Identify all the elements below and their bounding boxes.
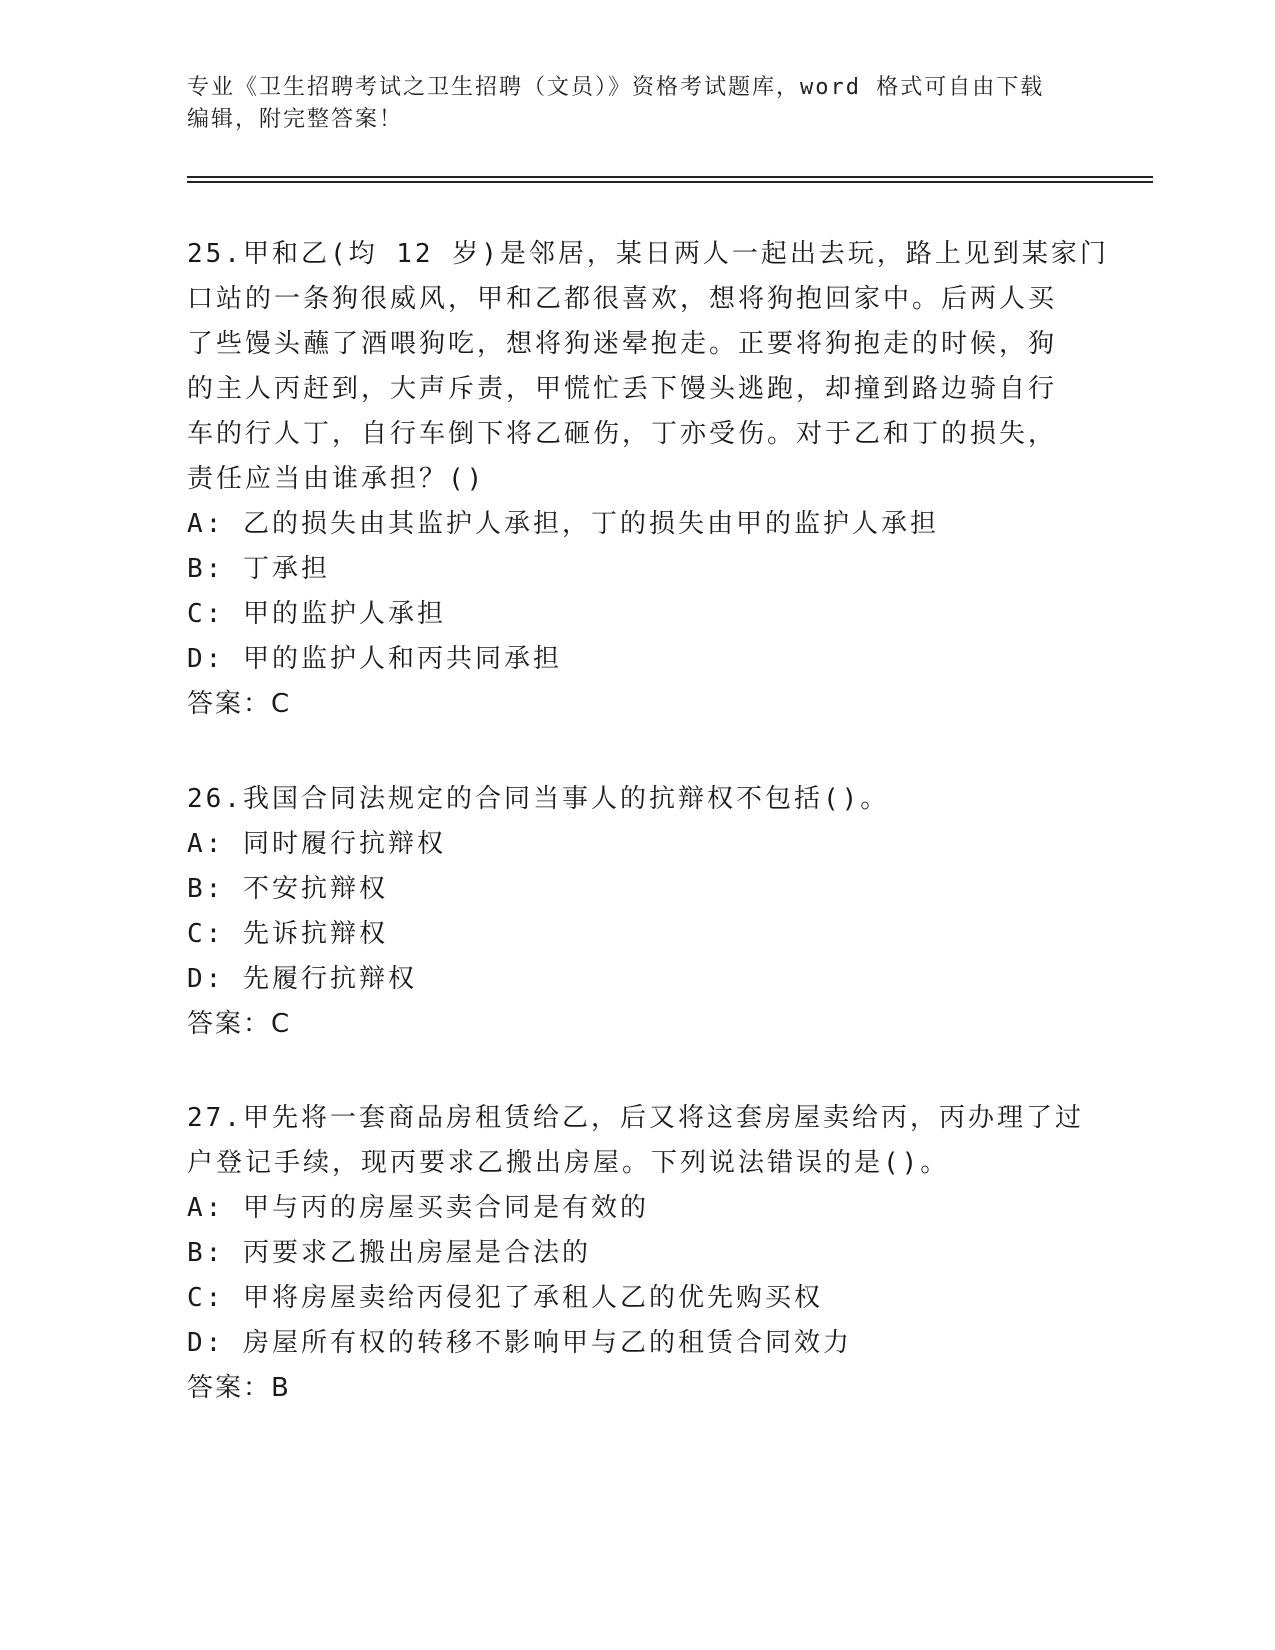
question-stem xyxy=(187,1096,1087,1186)
question-27 xyxy=(187,1096,1087,1411)
stem-line: 27.甲先将一套商品房租赁给乙，后又将这套房屋卖给丙，丙办理了过 xyxy=(187,1103,1084,1133)
option-a: A: 乙的损失由其监护人承担，丁的损失由甲的监护人承担 xyxy=(187,509,939,539)
stem-line: 的主人丙赶到，大声斥责，甲慌忙丢下馒头逃跑，却撞到路边骑自行 xyxy=(187,374,1058,404)
answer-text: 答案：C xyxy=(187,1009,292,1039)
stem-line: 口站的一条狗很威风，甲和乙都很喜欢，想将狗抱回家中。后两人买 xyxy=(187,284,1058,314)
option-b: B: 不安抗辩权 xyxy=(187,874,388,904)
stem-line: 车的行人丁，自行车倒下将乙砸伤，丁亦受伤。对于乙和丁的损失， xyxy=(187,419,1058,449)
question-stem xyxy=(187,232,1109,502)
option-b: B: 丙要求乙搬出房屋是合法的 xyxy=(187,1238,591,1268)
header-divider-top xyxy=(187,176,1153,178)
header-divider-bottom xyxy=(187,181,1153,183)
question-stem xyxy=(187,777,1087,822)
header-line: 专业《卫生招聘考试之卫生招聘（文员）》资格考试题库，word 格式可自由下载 xyxy=(187,75,1045,100)
option-d: D: 先履行抗辩权 xyxy=(187,964,417,994)
option-d: D: 甲的监护人和丙共同承担 xyxy=(187,644,562,674)
option-b: B: 丁承担 xyxy=(187,554,330,584)
stem-line: 了些馒头蘸了酒喂狗吃，想将狗迷晕抱走。正要将狗抱走的时候，狗 xyxy=(187,329,1058,359)
stem-line: 25.甲和乙(均 12 岁)是邻居，某日两人一起出去玩，路上见到某家门 xyxy=(187,239,1109,269)
option-d: D: 房屋所有权的转移不影响甲与乙的租赁合同效力 xyxy=(187,1328,852,1358)
stem-line: 责任应当由谁承担？() xyxy=(187,464,486,494)
document-header xyxy=(187,72,1087,136)
option-a: A: 甲与丙的房屋买卖合同是有效的 xyxy=(187,1193,649,1223)
stem-line: 26.我国合同法规定的合同当事人的抗辩权不包括()。 xyxy=(187,784,890,814)
question-25 xyxy=(187,232,1109,727)
option-c: C: 甲的监护人承担 xyxy=(187,599,446,629)
option-a: A: 同时履行抗辩权 xyxy=(187,829,446,859)
option-c: C: 甲将房屋卖给丙侵犯了承租人乙的优先购买权 xyxy=(187,1283,823,1313)
header-line: 编辑，附完整答案！ xyxy=(187,107,404,132)
option-c: C: 先诉抗辩权 xyxy=(187,919,388,949)
stem-line: 户登记手续，现丙要求乙搬出房屋。下列说法错误的是()。 xyxy=(187,1148,950,1178)
answer-text: 答案：C xyxy=(187,689,292,719)
answer-text: 答案：B xyxy=(187,1373,291,1403)
question-26 xyxy=(187,777,1087,1047)
